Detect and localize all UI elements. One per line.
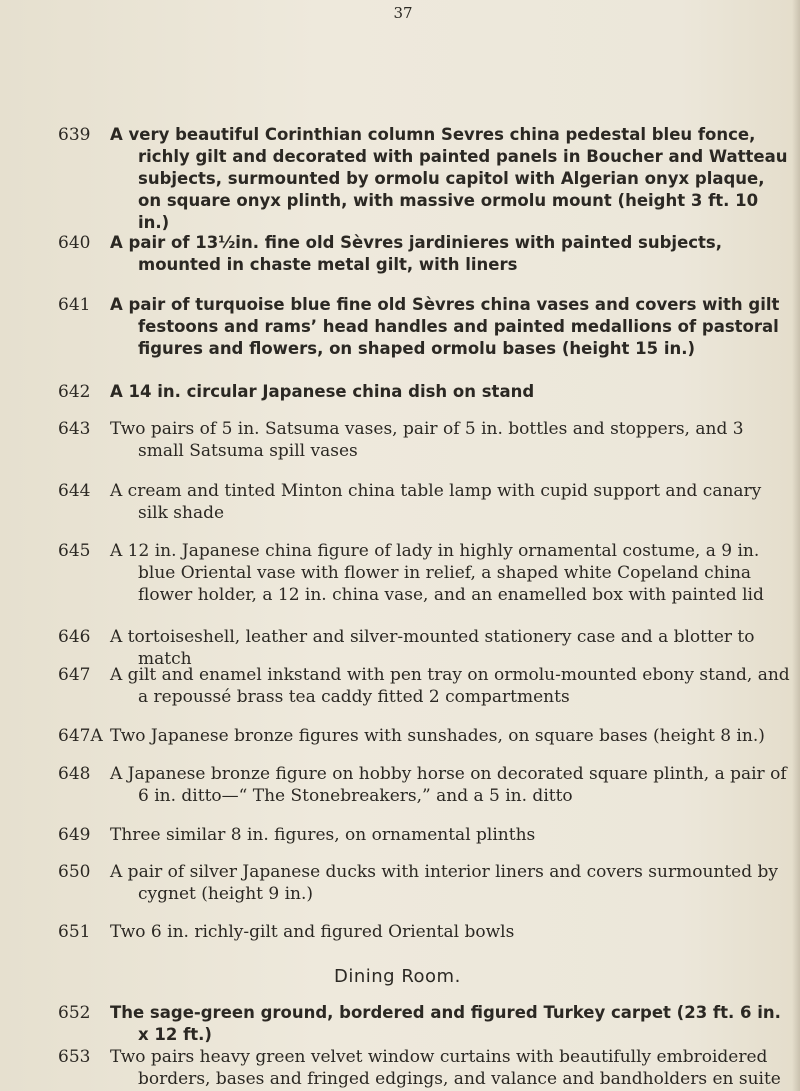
lot-description: A Japanese bronze figure on hobby horse on decorated square plinth, a pair of 6 in. ditto—“ The Stonebreakers,” and a 5 in. ditto [110,764,787,806]
lot-description: Two Japanese bronze figures with sunshades, on square bases (height 8 in.) [110,726,765,746]
lot-description: Two 6 in. richly-gilt and figured Oriental bowls [110,922,515,942]
section-heading-dining-room: Dining Room. [334,966,461,987]
lot-description: A pair of 13½in. fine old Sèvres jardinieres with painted subjects, mounted in chaste metal gilt, with liners [110,233,723,274]
lot-description: Two pairs of 5 in. Satsuma vases, pair of 5 in. bottles and stoppers, and 3 small Satsuma spill vases [110,419,744,461]
lot-number: 643 [58,419,91,439]
lot-number: 641 [58,295,91,315]
page-number: 37 [393,4,413,22]
lot-description: A pair of silver Japanese ducks with interior liners and covers surmounted by cygnet (height 9 in.) [110,862,779,904]
lot-description: A 12 in. Japanese china figure of lady in highly ornamental costume, a 9 in. blue Oriental vase with flower in relief, a shaped white Copeland china flower holder, a 12 in. china vase, and an enamelled box with painted lid [110,541,764,605]
lot-number: 648 [58,764,91,784]
lot-description: A tortoiseshell, leather and silver-mounted stationery case and a blotter to match [110,627,755,669]
lot-number: 644 [58,481,91,501]
lot-description: The sage-green ground, bordered and figured Turkey carpet (23 ft. 6 in. x 12 ft.) [110,1003,781,1044]
lot-description: A gilt and enamel inkstand with pen tray on ormolu-mounted ebony stand, and a repoussé brass tea caddy fitted 2 compartments [110,665,790,707]
lot-description: A 14 in. circular Japanese china dish on stand [110,382,535,401]
lot-description: A very beautiful Corinthian column Sevres china pedestal bleu fonce, richly gilt and decorated with painted panels in Boucher and Watteau subjects, surmounted by ormolu capitol with Algerian onyx plaque, on square onyx plinth, with massive ormolu mount (height 3 ft. 10 in.) [110,125,788,232]
lot-description: A cream and tinted Minton china table lamp with cupid support and canary silk shade [110,481,762,523]
lot-number: 642 [58,382,91,402]
lot-number: 653 [58,1047,91,1067]
lot-number: 646 [58,627,91,647]
lot-number: 652 [58,1003,91,1023]
page-edge-shadow [792,0,800,1091]
lot-number: 639 [58,125,91,145]
lot-number: 645 [58,541,91,561]
lot-description: A pair of turquoise blue fine old Sèvres china vases and covers with gilt festoons and rams’ head handles and painted medallions of pastoral figures and flowers, on shaped ormolu bases (height 15 in.) [110,295,780,358]
lot-number: 647 [58,665,91,685]
lot-number: 651 [58,922,91,942]
lot-number: 649 [58,825,91,845]
lot-description: Two pairs heavy green velvet window curtains with beautifully embroidered borders, bases and fringed edgings, and valance and bandholders en suite [110,1047,781,1089]
lot-description: Three similar 8 in. figures, on ornamental plinths [110,825,536,845]
lot-number: 650 [58,862,91,882]
lot-number: 647A [58,726,103,746]
lot-number: 640 [58,233,91,253]
